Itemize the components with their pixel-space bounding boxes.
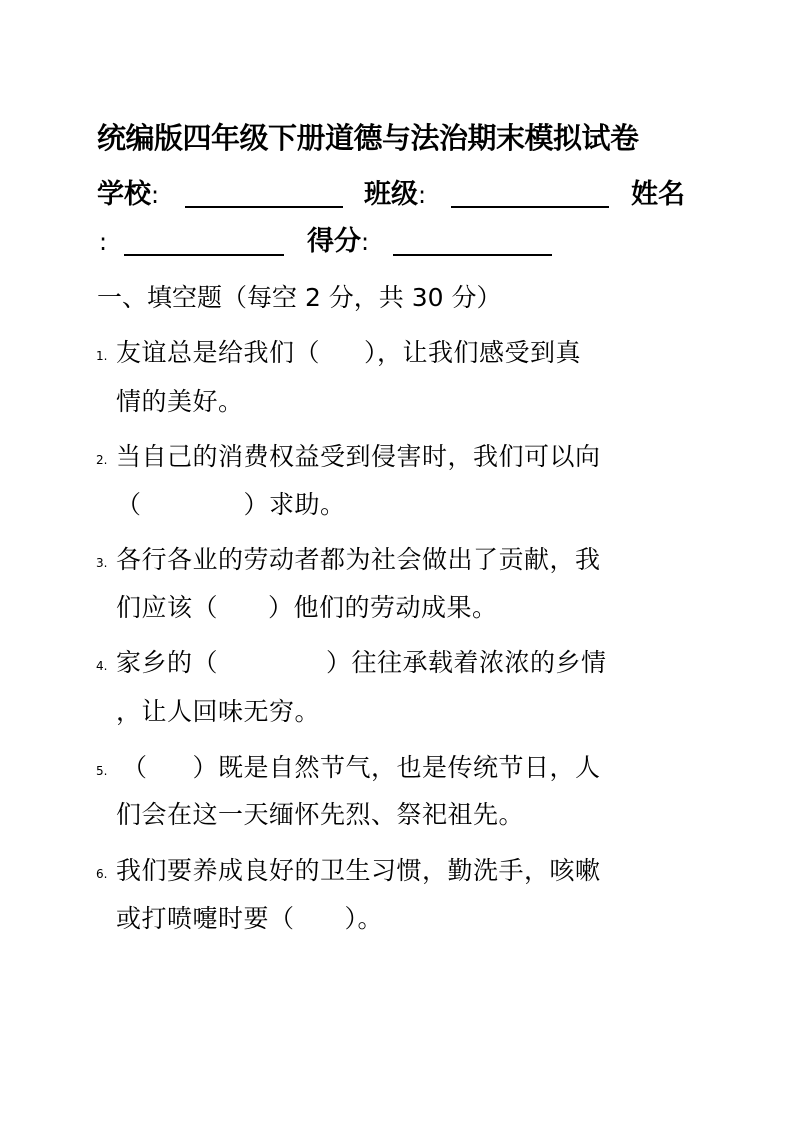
score-colon: : — [361, 228, 370, 256]
class-field[interactable] — [451, 206, 609, 208]
name-field[interactable] — [124, 254, 284, 256]
section-heading: 一、填空题（每空 2 分，共 30 分） — [97, 283, 502, 312]
question-line — [116, 485, 346, 525]
question-text: ）往往承载着浓浓的乡情 — [326, 648, 607, 677]
school-label — [97, 175, 159, 215]
page-title: 统编版四年级下册道德与法治期末模拟试卷 — [97, 121, 639, 155]
question-line: 当自己的消费权益受到侵害时，我们可以向 — [116, 442, 601, 471]
question-text: 或打喷嚏时要（ — [116, 904, 295, 933]
question-text: 家乡的（ — [116, 648, 219, 677]
name-label: 姓名 — [631, 179, 685, 210]
question-line: ，让人回味无穷。 — [116, 697, 321, 726]
question-number: 1. — [96, 349, 108, 363]
question-line — [116, 588, 498, 628]
question-line: 们会在这一天缅怀先烈、祭祀祖先。 — [116, 800, 525, 829]
question-text: （ — [116, 490, 142, 519]
school-colon: : — [151, 181, 160, 209]
question-text: ），让我们感受到真 — [364, 338, 582, 367]
question-number: 3. — [96, 556, 108, 570]
score-field[interactable] — [393, 254, 552, 256]
class-label — [364, 175, 426, 215]
score-label — [307, 222, 369, 262]
question-line — [116, 643, 607, 683]
question-number: 6. — [96, 867, 108, 881]
school-label-text: 学校 — [97, 179, 151, 210]
question-text: ）既是自然节气，也是传统节日，人 — [192, 753, 601, 782]
question-number: 2. — [96, 453, 108, 467]
question-text: 们应该（ — [116, 593, 219, 622]
question-line — [116, 333, 581, 373]
school-field[interactable] — [185, 206, 343, 208]
class-colon: : — [418, 181, 427, 209]
question-line — [116, 899, 383, 939]
class-label-text: 班级 — [364, 179, 418, 210]
question-text: 友谊总是给我们（ — [116, 338, 321, 367]
question-line: 各行各业的劳动者都为社会做出了贡献，我 — [116, 545, 601, 574]
question-text: ）他们的劳动成果。 — [268, 593, 498, 622]
question-text: （ — [122, 753, 148, 782]
question-line — [122, 748, 601, 788]
name-colon: : — [99, 228, 108, 256]
question-text: ）。 — [344, 904, 384, 933]
question-number: 4. — [96, 659, 108, 673]
question-line: 我们要养成良好的卫生习惯，勤洗手，咳嗽 — [116, 856, 601, 885]
score-label-text: 得分 — [307, 226, 361, 257]
question-number: 5. — [96, 764, 108, 778]
question-line: 情的美好。 — [116, 387, 244, 416]
question-text: ）求助。 — [243, 490, 346, 519]
